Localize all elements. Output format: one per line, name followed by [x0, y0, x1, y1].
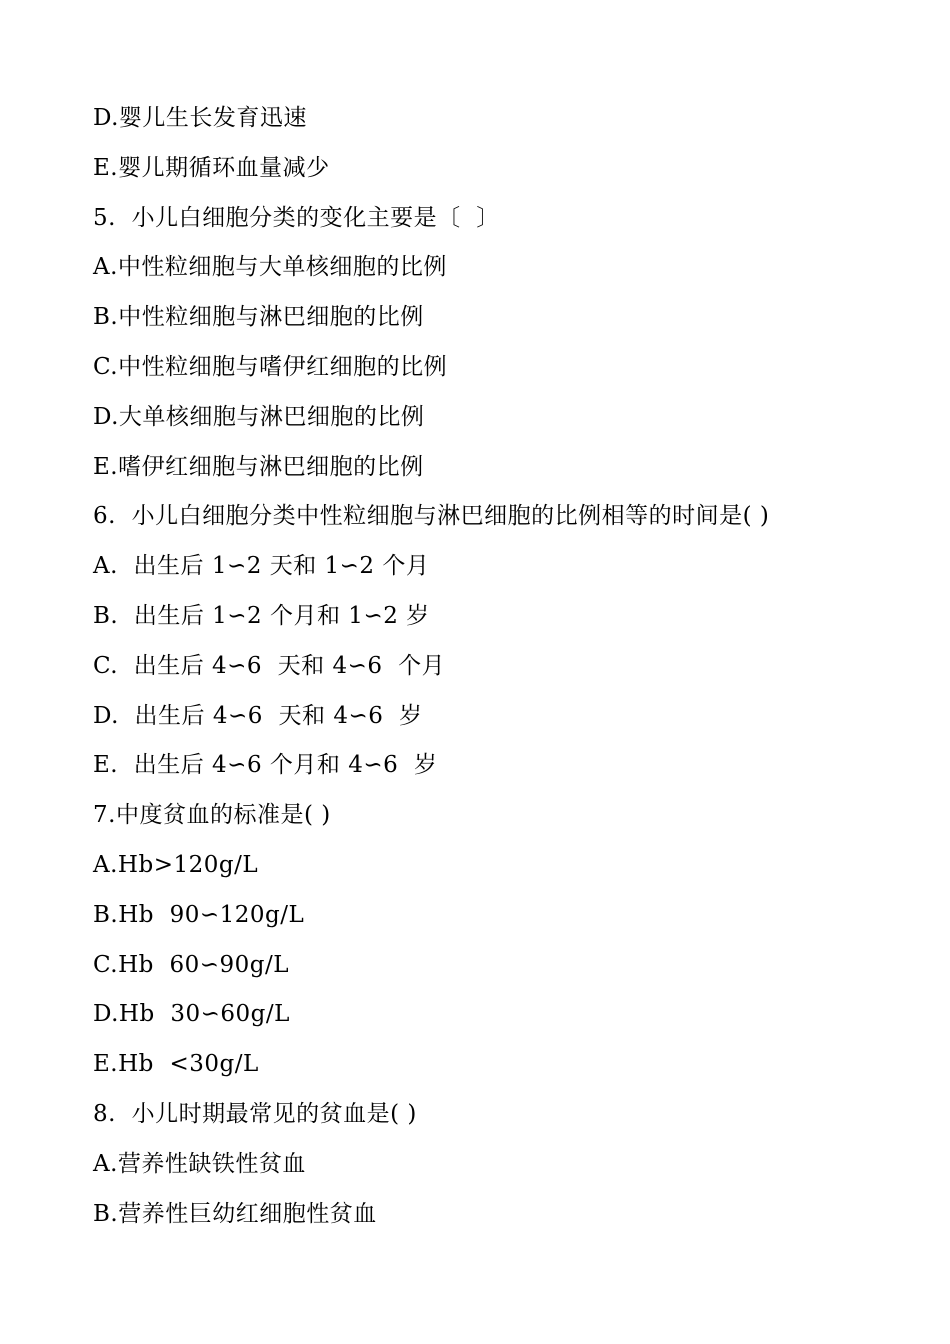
- option-b-q6: B. 出生后 1∽2 个月和 1∽2 岁: [93, 602, 430, 629]
- option-d-q4: D.婴儿生长发育迅速: [93, 105, 307, 131]
- option-e-q5: E.嗜伊红细胞与淋巴细胞的比例: [93, 453, 424, 480]
- option-c-q7: C.Hb 60∽90g/L: [93, 951, 290, 978]
- option-b-q7: B.Hb 90∽120g/L: [93, 901, 305, 928]
- question-5: 5. 小儿白细胞分类的变化主要是〔 〕: [93, 204, 500, 231]
- option-e-q7: E.Hb <30g/L: [93, 1051, 259, 1078]
- option-b-q8: B.营养性巨幼红细胞性贫血: [93, 1200, 377, 1227]
- question-6: 6. 小儿白细胞分类中性粒细胞与淋巴细胞的比例相等的时间是( ): [93, 503, 770, 530]
- option-a-q6: A. 出生后 1∽2 天和 1∽2 个月: [93, 553, 430, 580]
- option-e-q6: E. 出生后 4∽6 个月和 4∽6 岁: [93, 752, 438, 779]
- option-d-q5: D.大单核细胞与淋巴细胞的比例: [93, 403, 425, 430]
- document-page: [93, 98, 913, 1243]
- option-a-q5: A.中性粒细胞与大单核细胞的比例: [93, 254, 447, 281]
- option-a-q8: A.营养性缺铁性贫血: [93, 1150, 306, 1177]
- option-b-q5: B.中性粒细胞与淋巴细胞的比例: [93, 304, 424, 331]
- question-7: 7.中度贫血的标准是( ): [93, 802, 331, 829]
- option-c-q6: C. 出生后 4∽6 天和 4∽6 个月: [93, 652, 446, 679]
- option-d-q7: D.Hb 30∽60g/L: [93, 1001, 290, 1028]
- option-c-q5: C.中性粒细胞与嗜伊红细胞的比例: [93, 353, 448, 380]
- question-8: 8. 小儿时期最常见的贫血是( ): [93, 1100, 417, 1127]
- option-d-q6: D. 出生后 4∽6 天和 4∽6 岁: [93, 702, 423, 729]
- option-e-q4: E.婴儿期循环血量减少: [93, 154, 330, 181]
- option-a-q7: A.Hb>120g/L: [93, 851, 259, 878]
